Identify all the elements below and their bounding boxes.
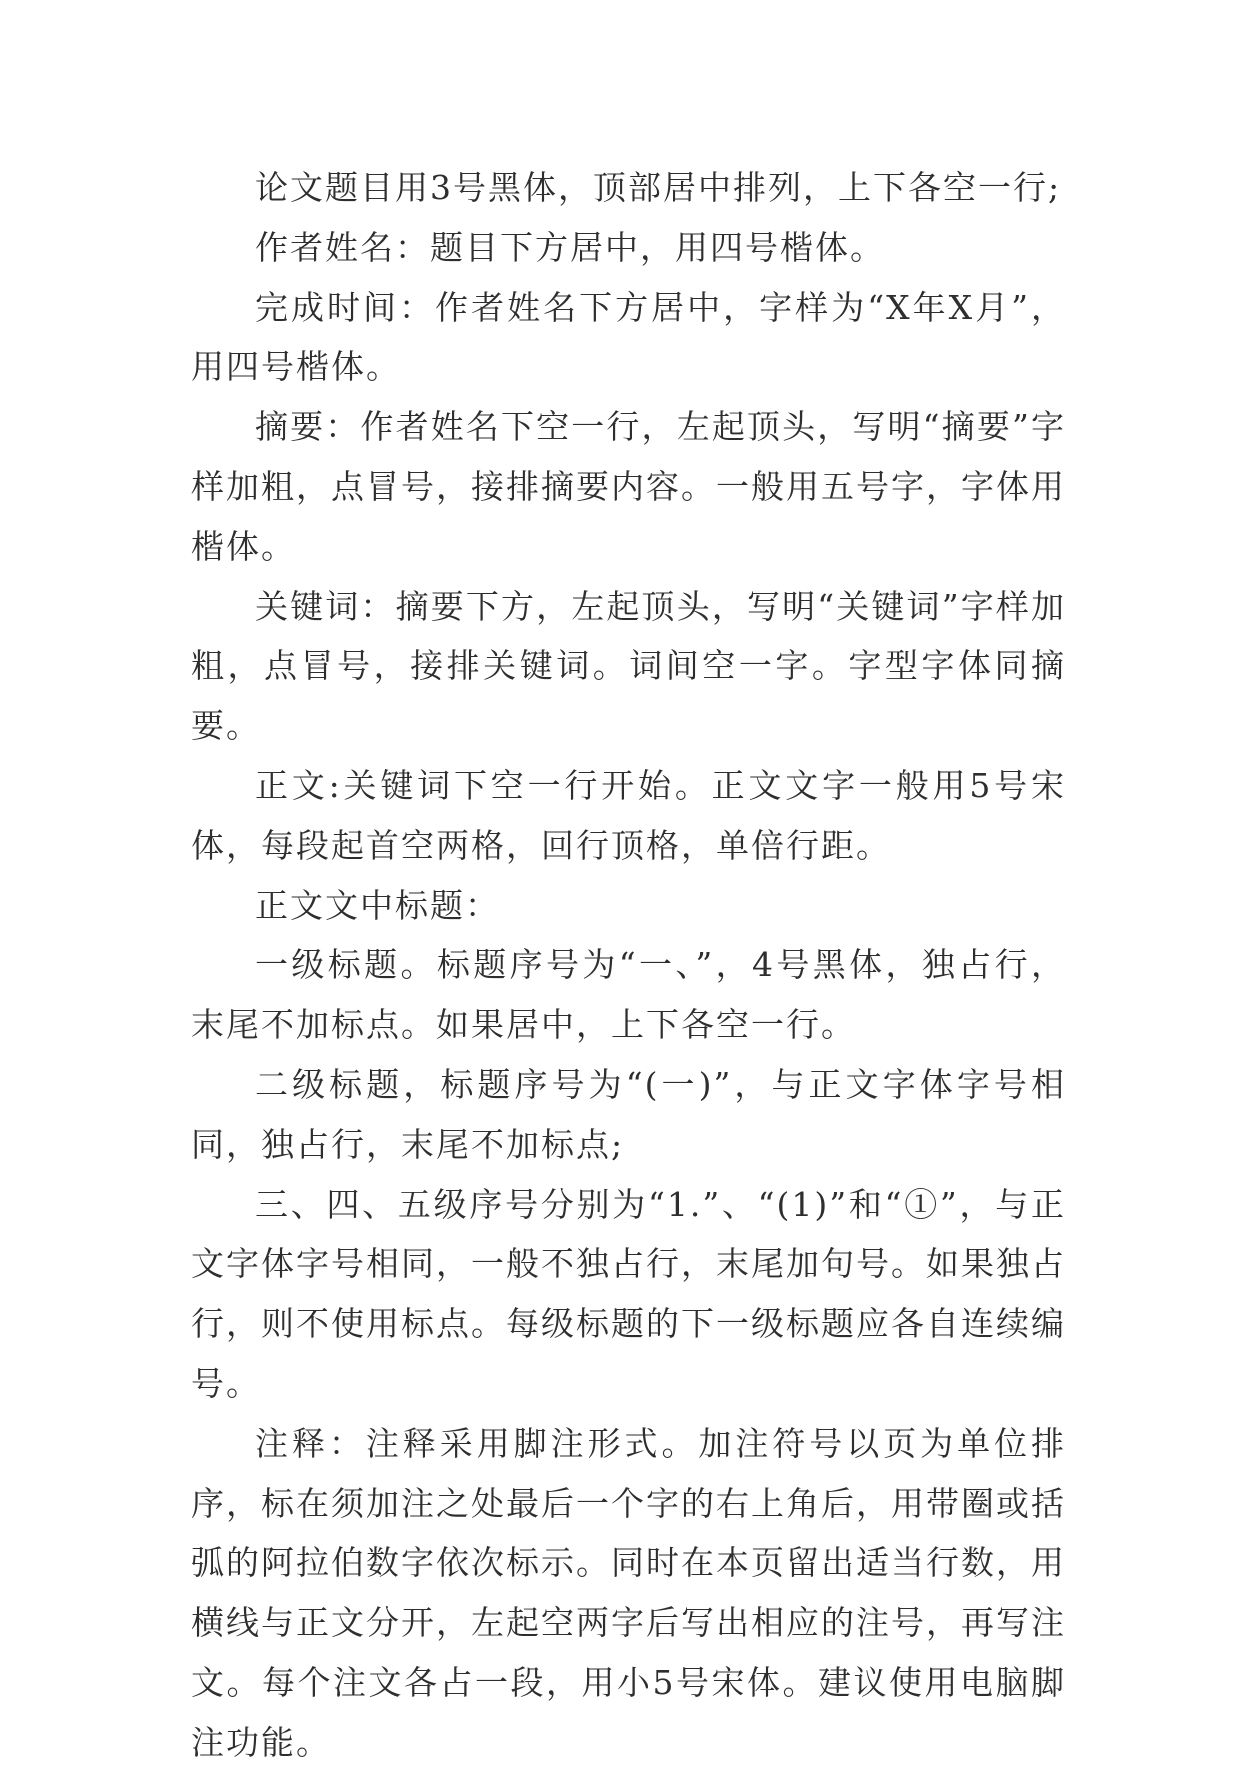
paragraph-level-2-heading: 二级标题，标题序号为“(一)”，与正文字体字号相同，独占行，末尾不加标点; bbox=[191, 1064, 1066, 1164]
paragraph-body-headings: 正文文中标题： bbox=[255, 885, 500, 925]
document-body bbox=[191, 158, 1066, 1773]
paragraph-keywords: 关键词：摘要下方，左起顶头，写明“关键词”字样加粗，点冒号，接排关键词。词间空一字。字型字体同摘要。 bbox=[191, 586, 1066, 746]
paragraph-completion-time: 完成时间：作者姓名下方居中，字样为“X年X月”，用四号楷体。 bbox=[191, 287, 1066, 387]
paragraph-abstract: 摘要：作者姓名下空一行，左起顶头，写明“摘要”字样加粗，点冒号，接排摘要内容。一般用五号字，字体用楷体。 bbox=[191, 407, 1066, 566]
paragraph-footnotes: 注释：注释采用脚注形式。加注符号以页为单位排序，标在须加注之处最后一个字的右上角后，用带圈或括弧的阿拉伯数字依次标示。同时在本页留出适当行数，用横线与正文分开，左起空两字后写出相应的注号，再写注文。每个注文各占一段，用小5号宋体。建议使用电脑脚注功能。 bbox=[191, 1423, 1066, 1762]
paragraph-level-3-5-headings: 三、四、五级序号分别为“1.”、“(1)”和“①”，与正文字体字号相同，一般不独占行，末尾加句号。如果独占行，则不使用标点。每级标题的下一级标题应各自连续编号。 bbox=[191, 1184, 1066, 1403]
paragraph-level-1-heading: 一级标题。标题序号为“一、”，4号黑体，独占行，末尾不加标点。如果居中，上下各空一行。 bbox=[191, 945, 1066, 1045]
paragraph-author-name: 作者姓名：题目下方居中，用四号楷体。 bbox=[255, 227, 885, 267]
paragraph-title-format: 论文题目用3号黑体，顶部居中排列，上下各空一行; bbox=[255, 168, 1062, 207]
paragraph-body-text: 正文:关键词下空一行开始。正文文字一般用5号宋体，每段起首空两格，回行顶格，单倍行距。 bbox=[191, 765, 1066, 865]
